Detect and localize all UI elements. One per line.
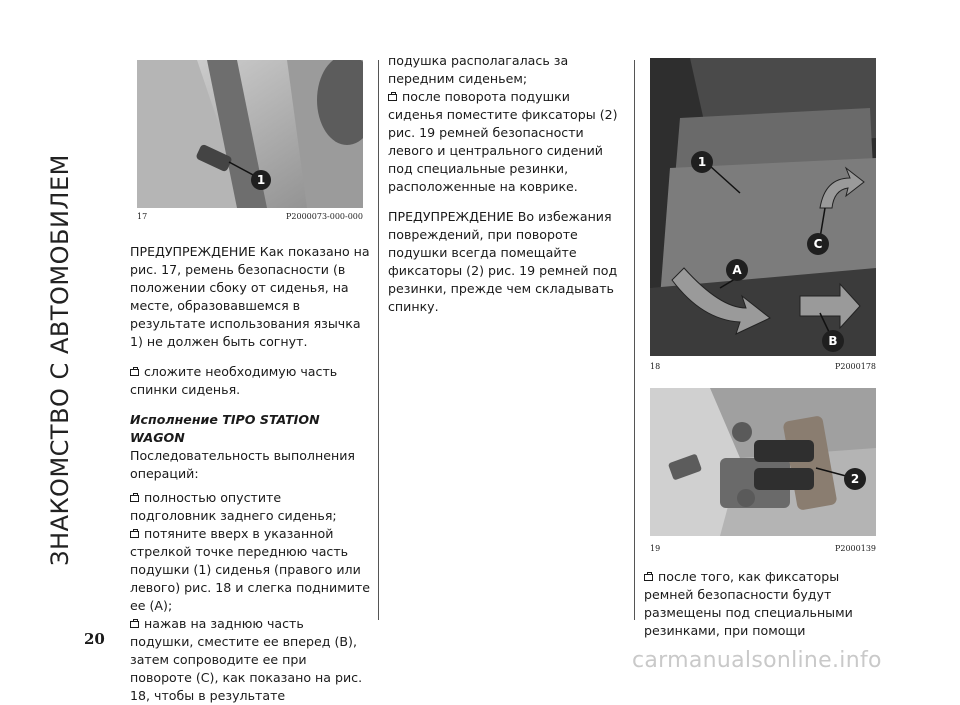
bullet-item: потяните вверх в указанной стрелкой точке переднюю часть подушки (1) сиденья (правого или левого) рис. 18 и слегка поднимите ее (A); (130, 526, 370, 613)
watermark-link[interactable]: carmanualsonline.info (632, 648, 882, 673)
warning-text-2: ПРЕДУПРЕЖДЕНИЕ Во избежания повреждений, при повороте подушки всегда помещайте фиксаторы (2) рис. 19 ремней под резинки, прежде чем складывать спинку. (388, 209, 618, 314)
figure-18-callout-b: B (828, 334, 838, 348)
figure-17-image (137, 60, 363, 208)
figure-17-number: 17 (137, 212, 148, 221)
column-3 (644, 568, 884, 640)
bullet-box-icon (388, 94, 397, 101)
figure-18-code: P2000178 (834, 362, 876, 371)
intro-text: Последовательность выполнения операций: (130, 448, 355, 481)
bullet-box-icon (644, 574, 653, 581)
bullet-item: нажав на заднюю часть подушки, сместите ее вперед (B), затем сопроводите ее при повороте (C), как показано на рис. 18, чтобы в результате (130, 616, 363, 703)
bullet-box-icon (130, 495, 139, 502)
figure-18-callout-c: C (813, 237, 823, 251)
figure-19-number: 19 (650, 544, 661, 553)
continuation-text: подушка располагалась за передним сиденьем; (388, 53, 569, 86)
column-divider-1 (378, 60, 379, 620)
bullet-box-icon (130, 531, 139, 538)
figure-18-callout-1: 1 (697, 155, 707, 169)
bullet-box-icon (130, 369, 139, 376)
bullet-item: после поворота подушки сиденья поместите фиксаторы (2) рис. 19 ремней безопасности левого и центрального сидений под специальные резинки, расположенные на коврике. (388, 89, 618, 194)
figure-19-image (650, 388, 876, 536)
figure-18-image (650, 58, 876, 356)
figure-17-callout-1: 1 (256, 173, 266, 187)
column-2 (388, 52, 628, 316)
bullet-item: сложите необходимую часть спинки сиденья. (130, 364, 338, 397)
figure-18-callout-a: A (732, 263, 742, 277)
warning-text-1: ПРЕДУПРЕЖДЕНИЕ Как показано на рис. 17, ремень безопасности (в положении сбоку от сиденья, на месте, образовавшемся в результате использования язычка 1) не должен быть согнут. (130, 244, 370, 349)
bullet-item: полностью опустите подголовник заднего сиденья; (130, 490, 337, 523)
column-divider-2 (634, 60, 635, 620)
page-number: 20 (84, 630, 105, 648)
bullet-item: после того, как фиксаторы ремней безопасности будут размещены под специальными резинками, при помощи (644, 569, 853, 638)
figure-17-code: P2000073-000-000 (286, 212, 363, 221)
figure-19-code: P2000139 (834, 544, 876, 553)
figure-18-number: 18 (650, 362, 661, 371)
column-1 (130, 243, 370, 705)
bullet-box-icon (130, 621, 139, 628)
section-heading: Исполнение TIPO STATION WAGON (130, 412, 320, 445)
figure-19-callout-2: 2 (850, 472, 860, 486)
side-section-title: ЗНАКОМСТВО С АВТОМОБИЛЕМ (46, 154, 74, 566)
